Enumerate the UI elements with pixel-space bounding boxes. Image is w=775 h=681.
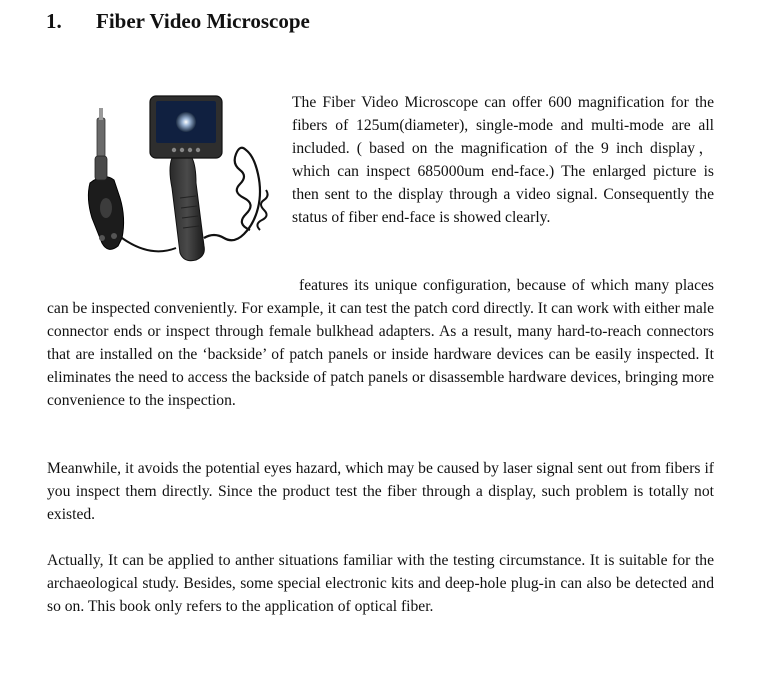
safety-paragraph: Meanwhile, it avoids the potential eyes hazard, which may be caused by laser signal sent out from fibers if you inspect them directly. Since the product test the fiber through a display, such problem is totally not existed. — [47, 460, 714, 523]
features-paragraph: features its unique configuration, because of which many places can be inspected conveniently. For example, it can test the patch cord directly. It can work with either male connector ends or inspect through female bulkhead adapters. As a result, many hard-to-reach connectors that are installed on the ‘backside’ of patch panels or inside hardware devices can be easily inspected. It eliminates the need to access the backside of patch panels or disassemble hardware devices, bringing more convenience to the inspection. — [47, 277, 714, 409]
microscope-figure — [80, 88, 280, 268]
section-heading — [46, 9, 310, 34]
applications-paragraph: Actually, It can be applied to anther situations familiar with the testing circumstance. It is suitable for the archaeological study. Besides, some special electronic kits and deep-hole plug-in can also be detected and so on. This book only refers to the application of optical fiber. — [47, 552, 714, 615]
fiber-video-microscope-icon — [80, 88, 280, 268]
intro-paragraph: The Fiber Video Microscope can offer 600 magnification for the fibers of 125um(diameter), single-mode and multi-mode are all included. ( based on the magnification of the 9 inch display， which can inspect 685000um end-face.) The enlarged picture is then sent to the display through a video signal. Consequently the status of fiber end-face is showed clearly. — [292, 94, 714, 226]
section-title: Fiber Video Microscope — [96, 9, 310, 33]
section-number: 1. — [46, 9, 62, 33]
